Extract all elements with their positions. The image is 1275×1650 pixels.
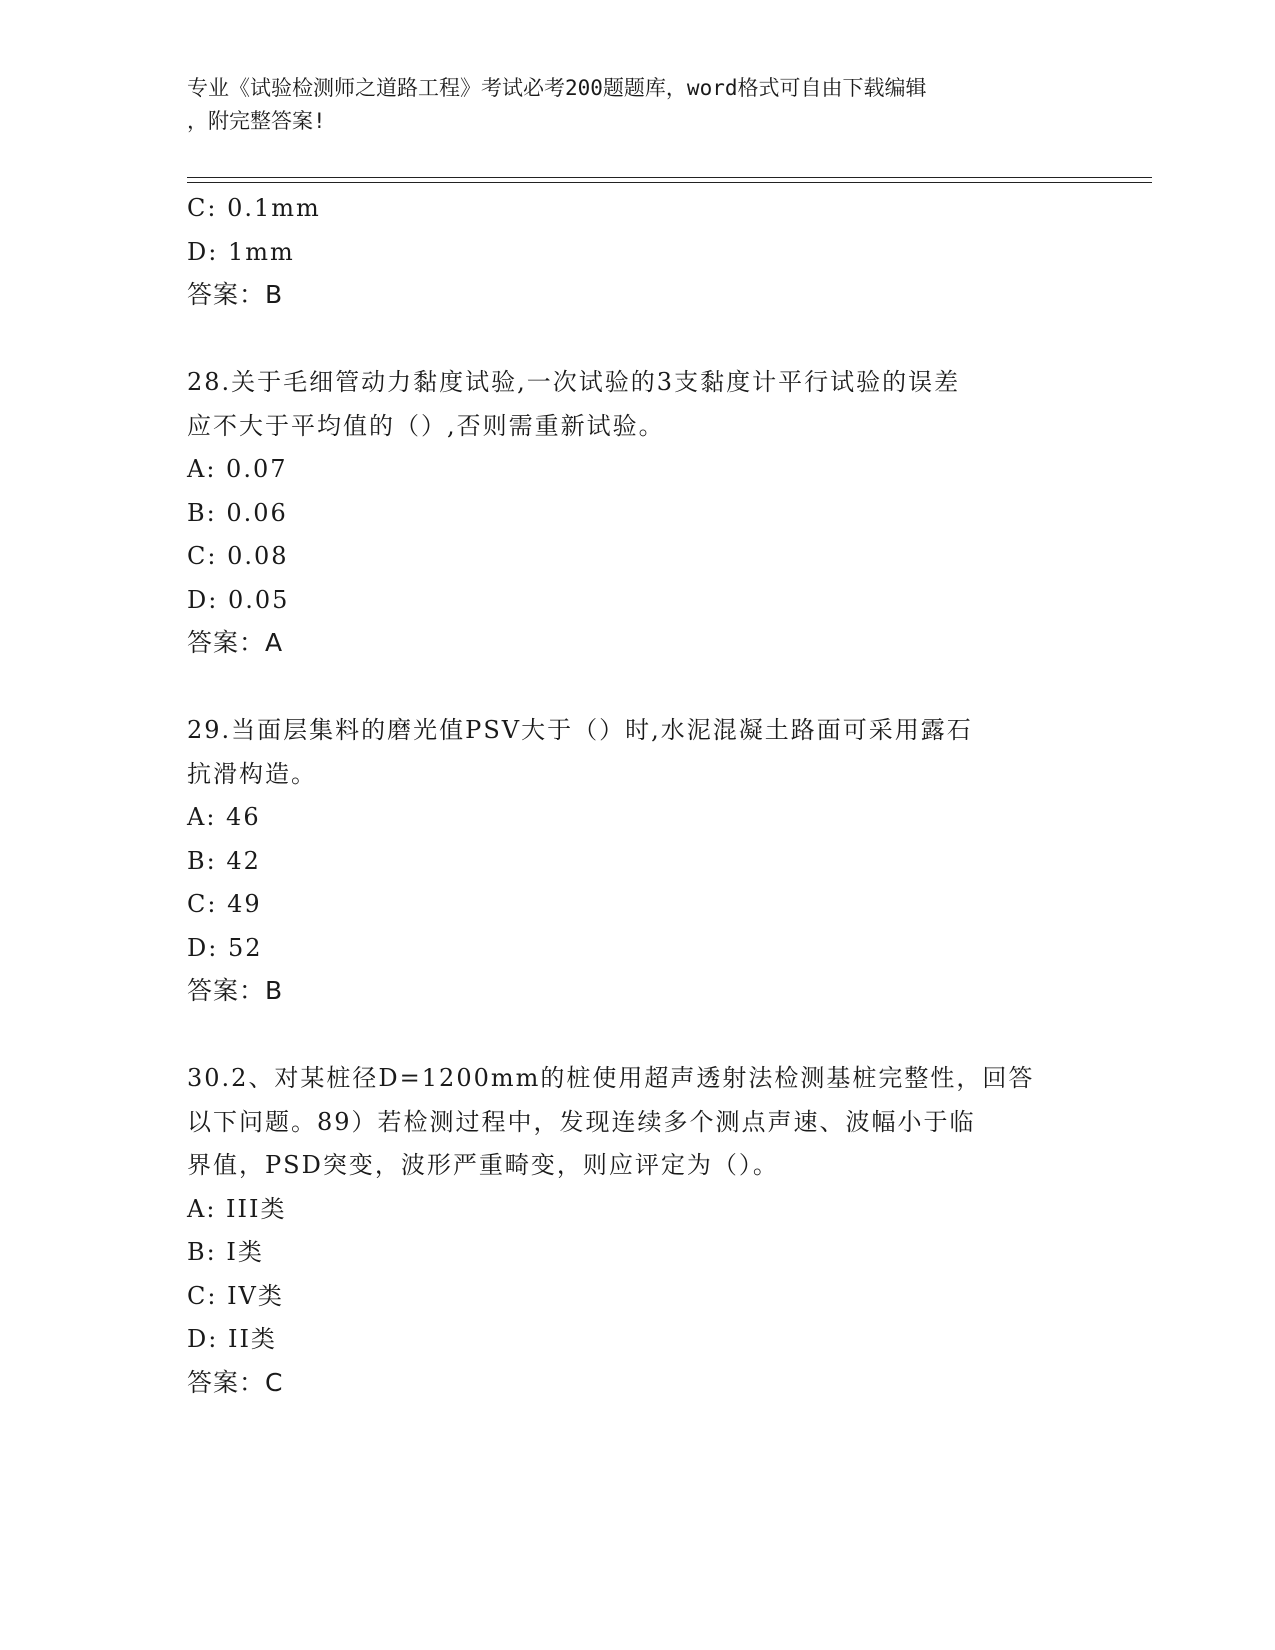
- header-divider-top: [187, 177, 1152, 178]
- q28-option-d: D: 0.05: [187, 586, 290, 614]
- q29-answer: 答案：B: [187, 976, 284, 1005]
- q30-option-b: B: I类: [187, 1238, 264, 1266]
- prev-answer: 答案：B: [187, 280, 284, 309]
- q29-stem-line-1: 29.当面层集料的磨光值PSV大于（）时,水泥混凝土路面可采用露石: [187, 716, 973, 744]
- q28-answer: 答案：A: [187, 628, 284, 657]
- q29-option-d: D: 52: [187, 934, 263, 962]
- q30-option-c: C: IV类: [187, 1282, 284, 1310]
- q28-option-a: A: 0.07: [187, 455, 288, 483]
- q29-option-b: B: 42: [187, 847, 261, 875]
- q30-stem-line-3: 界值，PSD突变，波形严重畸变，则应评定为（）。: [187, 1151, 779, 1179]
- q28-option-b: B: 0.06: [187, 499, 288, 527]
- q28-option-c: C: 0.08: [187, 542, 289, 570]
- q30-answer: 答案：C: [187, 1368, 284, 1397]
- q30-option-a: A: III类: [187, 1195, 287, 1223]
- q30-option-d: D: II类: [187, 1325, 277, 1353]
- q29-stem-line-2: 抗滑构造。: [187, 760, 317, 788]
- prev-option-d: D: 1mm: [187, 238, 295, 266]
- header-divider-bottom: [187, 182, 1152, 183]
- document-header: [187, 72, 1067, 138]
- q30-stem-line-2: 以下问题。89）若检测过程中，发现连续多个测点声速、波幅小于临: [187, 1108, 976, 1136]
- header-title-line-2: ，附完整答案!: [187, 109, 326, 133]
- q30-stem-line-1: 30.2、对某桩径D=1200mm的桩使用超声透射法检测基桩完整性，回答: [187, 1064, 1035, 1092]
- q28-stem-line-1: 28.关于毛细管动力黏度试验,一次试验的3支黏度计平行试验的误差: [187, 368, 961, 396]
- prev-option-c: C: 0.1mm: [187, 194, 321, 222]
- q28-stem-line-2: 应不大于平均值的（）,否则需重新试验。: [187, 412, 665, 440]
- q29-option-c: C: 49: [187, 890, 262, 918]
- header-title-line-1: 专业《试验检测师之道路工程》考试必考200题题库，word格式可自由下载编辑: [187, 76, 927, 100]
- q29-option-a: A: 46: [187, 803, 261, 831]
